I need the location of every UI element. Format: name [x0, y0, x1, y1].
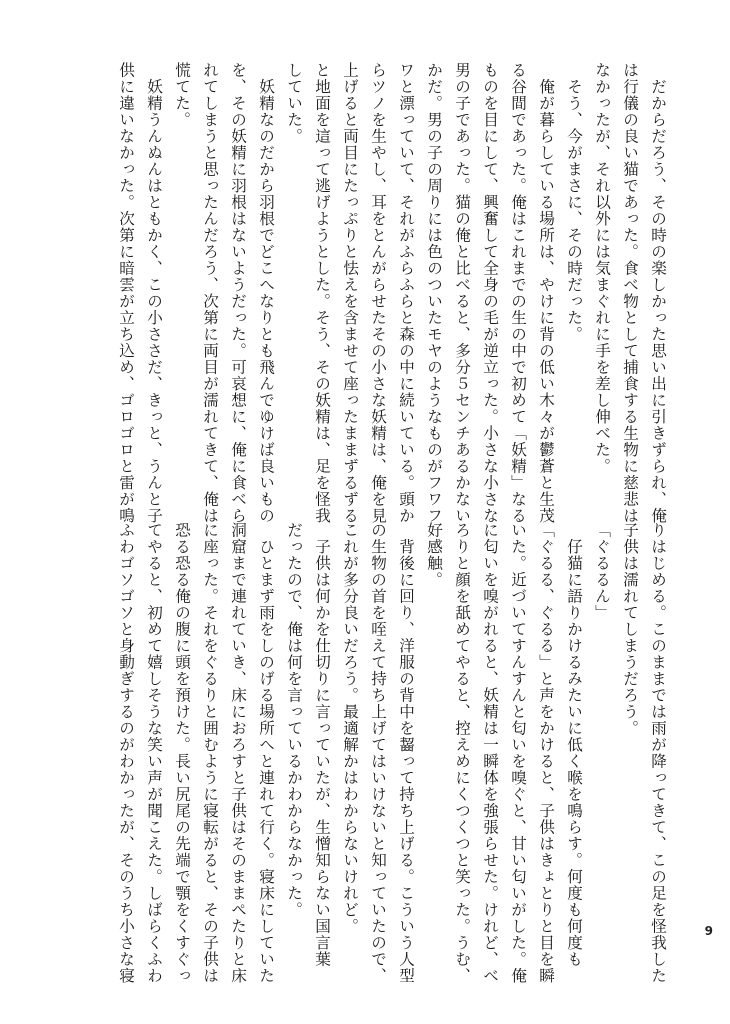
text-line: 男の子であった。猫の俺と比べると、多分５センチあるかない	[453, 62, 471, 524]
text-line: 上げると両目にたっぷりと怯えを含ませて座ったままずるずる	[341, 62, 359, 524]
text-line: れてしまうと思ったんだろう、次第に両目が濡れてきて、俺は	[201, 62, 219, 524]
text-line: ひとまず雨をしのげる場所へと連れて行く。寝床にしていた	[257, 522, 275, 984]
text-line: を、その妖精に羽根はないようだった。可哀想に、俺に食べら	[229, 62, 247, 524]
text-line: に匂いを嗅がれると、妖精は一瞬体を強張らせた。けれど、べ	[481, 522, 499, 984]
text-line: ものを目にして、興奮して全身の毛が逆立った。小さな小さな	[481, 62, 499, 524]
text-line: 妖精うんぬんはともかく、この小ささだ、きっと、うんと子	[145, 62, 163, 524]
text-line: 仔猫に語りかけるみたいに低く喉を鳴らす。何度も何度も	[565, 522, 583, 968]
text-line: これが多分良いだろう。最適解かはわからないけれど。	[341, 522, 359, 935]
text-line: 俺が暮らしている場所は、やけに背の低い木々が鬱蒼と生茂	[537, 62, 555, 524]
text-line: かだ。男の子の周りには色のついたモヤのようなものがフワフ	[425, 62, 443, 524]
text-line: る谷間であった。俺はこれまでの生の中で初めて「妖精」なる	[509, 62, 527, 524]
text-line: に座った。それをぐるりと囲むように寝転がると、その子供は	[201, 522, 219, 984]
text-block-top	[112, 62, 672, 524]
text-line: 「ぐるるん」	[593, 522, 611, 621]
text-line: 背後に回り、洋服の背中を齧って持ち上げる。こういう人型	[397, 522, 415, 984]
text-line: 「ぐるる、ぐるる」と声をかけると、子供はきょとりと目を瞬	[537, 522, 555, 984]
text-line: 恐る恐る俺の腹に頭を預けた。長い尻尾の先端で顎をくすぐっ	[173, 522, 191, 984]
text-line: だからだろう、その時の楽しかった思い出に引きずられ、俺	[649, 62, 667, 524]
text-line: りはじめる。このままでは雨が降ってきて、この足を怪我した	[649, 522, 667, 984]
page-number: 9	[704, 924, 713, 938]
text-line: は行儀の良い猫であった。食べ物として捕食する生物に慈悲は	[621, 62, 639, 524]
text-block-bottom	[112, 522, 672, 984]
text-line: いた。近づいてすんすんと匂いを嗅ぐと、甘い匂いがした。俺	[509, 522, 527, 984]
text-line: 子供は濡れてしまうだろう。	[621, 522, 639, 737]
text-line: 慌てた。	[173, 62, 191, 128]
text-line: 洞窟まで連れていき、床におろすと子供はそのままぺたりと床	[229, 522, 247, 984]
text-line: ワと漂っていて、それがふらふらと森の中に続いている。頭か	[397, 62, 415, 524]
text-line: ふわゴソゴソと身動ぎするのがわかったが、そのうち小さな寝	[117, 522, 135, 984]
text-line: 好感触。	[425, 522, 443, 588]
text-line: そう、今がまさに、その時だった。	[565, 62, 583, 343]
text-line: の生物の首を咥えて持ち上げてはいけないと知っていたので、	[369, 522, 387, 984]
text-line: なかったが、それ以外には気まぐれに手を差し伸べた。	[593, 62, 611, 475]
text-line: らツノを生やし、耳をとんがらせたその小さな妖精は、俺を見	[369, 62, 387, 524]
text-line: てやると、初めて嬉しそうな笑い声が聞こえた。しばらくふわ	[145, 522, 163, 984]
text-line: していた。	[285, 62, 303, 145]
text-line: ろりと顔を舐めてやると、控えめにくつくつと笑った。うむ、	[453, 522, 471, 984]
text-line: 妖精なのだから羽根でどこへなりとも飛んでゆけば良いもの	[257, 62, 275, 524]
text-line: 供に違いなかった。次第に暗雲が立ち込め、ゴロゴロと雷が鳴	[117, 62, 135, 524]
text-line: だったので、俺は何を言っているかわからなかった。	[285, 522, 303, 918]
text-line: と地面を這って逃げようとした。そう、その妖精は、足を怪我	[313, 62, 331, 524]
text-line: 子供は何かを仕切りに言っていたが、生憎知らない国言葉	[313, 522, 331, 968]
